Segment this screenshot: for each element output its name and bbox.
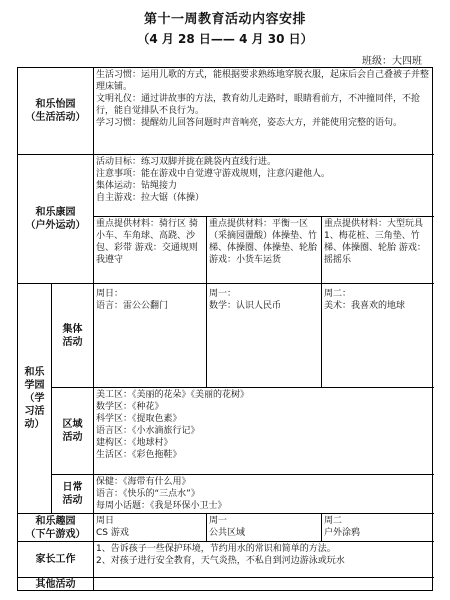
class-label: 班级：大四班 (362, 56, 422, 67)
parents-line-2: 2、对孩子进行安全教育，天气炎热，不私自到河边游泳或玩水 (96, 556, 345, 566)
etiquette-line: 文明礼仪：通过讲故事的方法，教育幼儿走路时，眼睛看前方，不冲撞同伴，不抢行，能自觉排队不良行为。 (96, 94, 421, 116)
group-day-3 (322, 284, 434, 388)
health-content (94, 155, 434, 217)
area-activity-label: 区域 活动 (52, 388, 94, 475)
games-day-3 (322, 514, 434, 542)
group-day-2-name: 周一： (209, 289, 237, 299)
games-day-1-content: CS 游戏 (96, 528, 129, 538)
group-activity-label: 集体 活动 (52, 284, 94, 388)
group-day-2-content: 数学：认识人民币 (209, 301, 282, 311)
math-area-line: 数学区：《种花》 (96, 402, 164, 412)
games-day-2-content: 公共区域 (209, 528, 246, 538)
daily-language-line: 语言：《快乐的“三点水”》 (96, 489, 200, 499)
group-day-2 (207, 284, 322, 388)
happy-life-label: 和乐怡园 （生活活动） (18, 68, 94, 155)
language-area-line: 语言区：《小水滴旅行记》 (96, 426, 200, 436)
games-day-2-name: 周一 (209, 516, 228, 526)
life-habit-line: 生活习惯：运用儿歌的方式，能根据要求熟练地穿脱衣服，起床后会自己叠被子并整理床铺。 (96, 70, 430, 92)
games-day-3-content: 户外涂鸦 (324, 528, 361, 538)
health-area-3: 重点提供材料：大型玩具 1、梅花桩、三角垫、竹梯、体操圈、轮胎 游戏：摇摇乐 (322, 217, 434, 284)
building-area-line: 建构区：《地球村》 (96, 438, 173, 448)
games-day-1 (94, 514, 207, 542)
health-care-line: 保健：《海带有什么用》 (96, 477, 191, 487)
parents-line-1: 1、告诉孩子一些保护环境，节约用水的常识和简单的方法。 (96, 544, 336, 554)
daily-activity-label: 日常 活动 (52, 475, 94, 514)
schedule-table (17, 67, 433, 591)
parents-content (94, 542, 434, 578)
study-label: 和乐 学园 （学习活动） (18, 284, 52, 514)
games-day-2 (207, 514, 322, 542)
page-title: 第十一周教育活动内容安排 (143, 12, 306, 27)
group-day-1-name: 周日： (96, 289, 124, 299)
health-notice-line: 注意事项：能在游戏中自觉遵守游戏规则，注意闪避他人。 (96, 169, 331, 179)
study-habit-line: 学习习惯：提醒幼儿回答问题时声音响亮，姿态大方，并能使用完整的语句。 (96, 118, 403, 128)
games-day-3-name: 周二 (324, 516, 343, 526)
area-activity-content (94, 388, 434, 475)
games-day-1-name: 周日 (96, 516, 115, 526)
weekly-topic-line: 每周小话题：《我是环保小卫士》 (96, 501, 227, 511)
free-game-line: 自主游戏：拉大锯（体操） (96, 193, 205, 203)
date-range: （4 月 28 日—— 4 月 30 日） (137, 32, 313, 46)
other-label: 其他活动 (18, 578, 94, 590)
health-goal-line: 活动目标：练习双脚并拢在跳袋内直线行进。 (96, 157, 277, 167)
group-day-3-name: 周二： (324, 289, 352, 299)
science-area-line: 科学区：《提取色素》 (96, 414, 182, 424)
other-content (94, 578, 434, 590)
daily-activity-content (94, 475, 434, 514)
games-label: 和乐趣园 （下午游戏） (18, 514, 94, 542)
group-day-3-content: 美术：我喜欢的地球 (324, 301, 406, 311)
art-area-line: 美工区：《美丽的花朵》《美丽的花树》 (96, 390, 250, 400)
health-area-2: 重点提供材料：平衡一区（采摘园盪酸）体操垫、竹梯、体操圈、体操垫、轮胎 游戏：小货车运货 (207, 217, 322, 284)
health-area-1: 重点提供材料：骑行区 骑小车、车角球、高跷、沙包、彩带 游戏：交通规则我遵守 (94, 217, 207, 284)
parents-label: 家长工作 (18, 542, 94, 578)
group-day-1-content: 语言：雷公公翻门 (96, 301, 169, 311)
group-sport-line: 集体运动：钻绳接力 (96, 181, 178, 191)
group-day-1 (94, 284, 207, 388)
health-label: 和乐康园 （户外运动） (18, 155, 94, 284)
happy-life-content (94, 68, 434, 155)
life-area-line: 生活区：《彩色拖鞋》 (96, 450, 182, 460)
